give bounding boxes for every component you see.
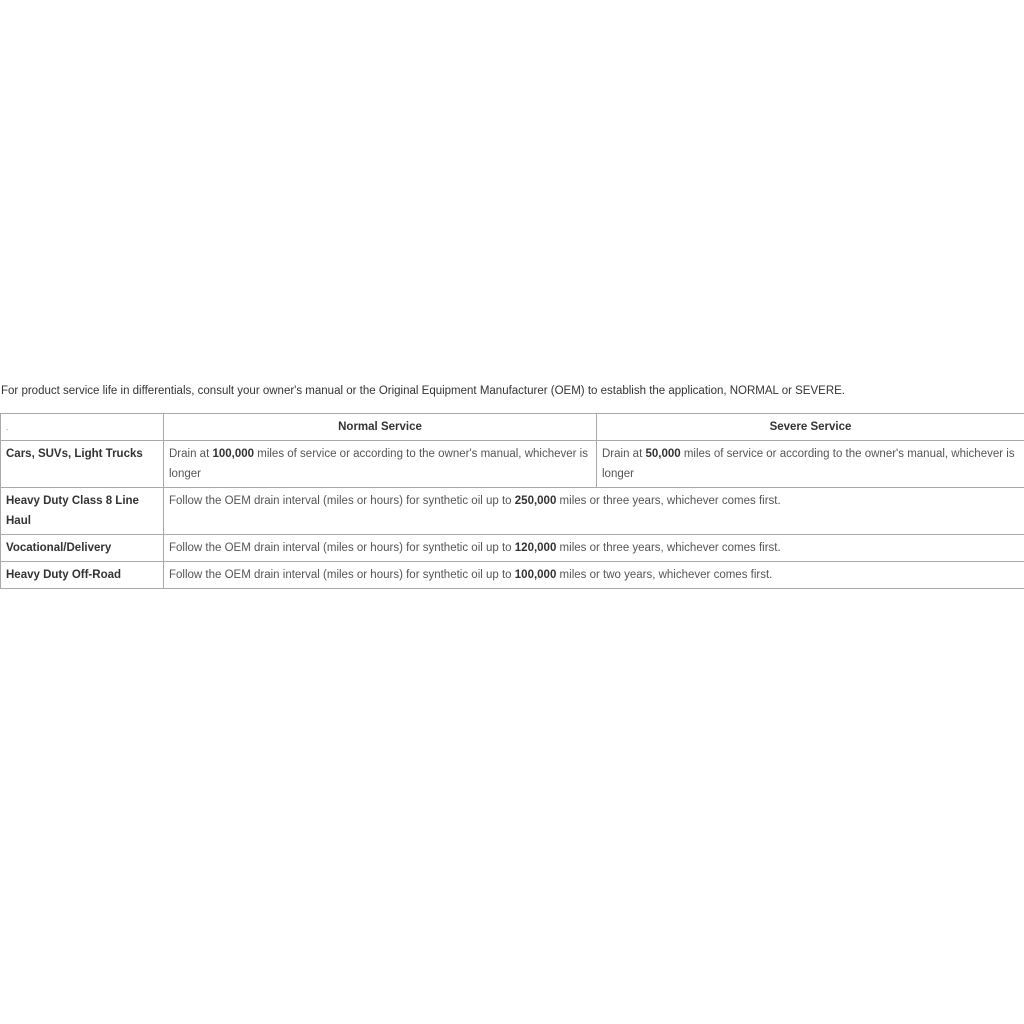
cars-normal-service-cell: [164, 441, 597, 488]
table-row: [1, 441, 1024, 488]
cell-text: miles or two years, whichever comes first.: [556, 569, 773, 581]
service-interval-table: [0, 413, 1024, 589]
intro-paragraph: For product service life in differentials, consult your owner's manual or the Original Equipment Manufacturer (OEM) to establish the application, NORMAL or SEVERE.: [1, 385, 845, 397]
mileage-value: 100,000: [514, 569, 557, 581]
table-corner-cell: .: [1, 414, 164, 441]
mileage-value: 50,000: [645, 448, 681, 460]
heavy-duty-class-8-service-cell: [164, 488, 1024, 535]
cell-text: Follow the OEM drain interval (miles or hours) for synthetic oil up to: [169, 495, 515, 507]
cell-text: miles or three years, whichever comes first.: [556, 542, 781, 554]
table-row: [1, 488, 1024, 535]
cell-text: Follow the OEM drain interval (miles or hours) for synthetic oil up to: [169, 542, 515, 554]
table-row: [1, 562, 1024, 589]
mileage-value: 250,000: [514, 495, 557, 507]
faded-section-heading: [0, 344, 800, 374]
cars-severe-service-cell: [597, 441, 1024, 488]
severe-service-header: Severe Service: [597, 414, 1024, 441]
cell-text: Follow the OEM drain interval (miles or hours) for synthetic oil up to: [169, 569, 515, 581]
row-label-heavy-duty-off-road: Heavy Duty Off-Road: [1, 562, 164, 589]
cell-text: miles of service or according to the owner's manual, whichever is longer: [602, 448, 1015, 480]
row-label-heavy-duty-class-8: Heavy Duty Class 8 Line Haul: [1, 488, 164, 535]
cell-text: miles of service or according to the owner's manual, whichever is longer: [169, 448, 588, 480]
row-label-vocational-delivery: Vocational/Delivery: [1, 535, 164, 562]
heavy-duty-off-road-service-cell: [164, 562, 1024, 589]
row-label-cars: Cars, SUVs, Light Trucks: [1, 441, 164, 488]
normal-service-header: Normal Service: [164, 414, 597, 441]
cell-text: Drain at: [169, 448, 213, 460]
mileage-value: 100,000: [212, 448, 255, 460]
mileage-value: 120,000: [514, 542, 557, 554]
table-header-row: [1, 414, 1024, 441]
cell-text: Drain at: [602, 448, 646, 460]
cell-text: miles or three years, whichever comes first.: [556, 495, 781, 507]
vocational-delivery-service-cell: [164, 535, 1024, 562]
table-row: [1, 535, 1024, 562]
